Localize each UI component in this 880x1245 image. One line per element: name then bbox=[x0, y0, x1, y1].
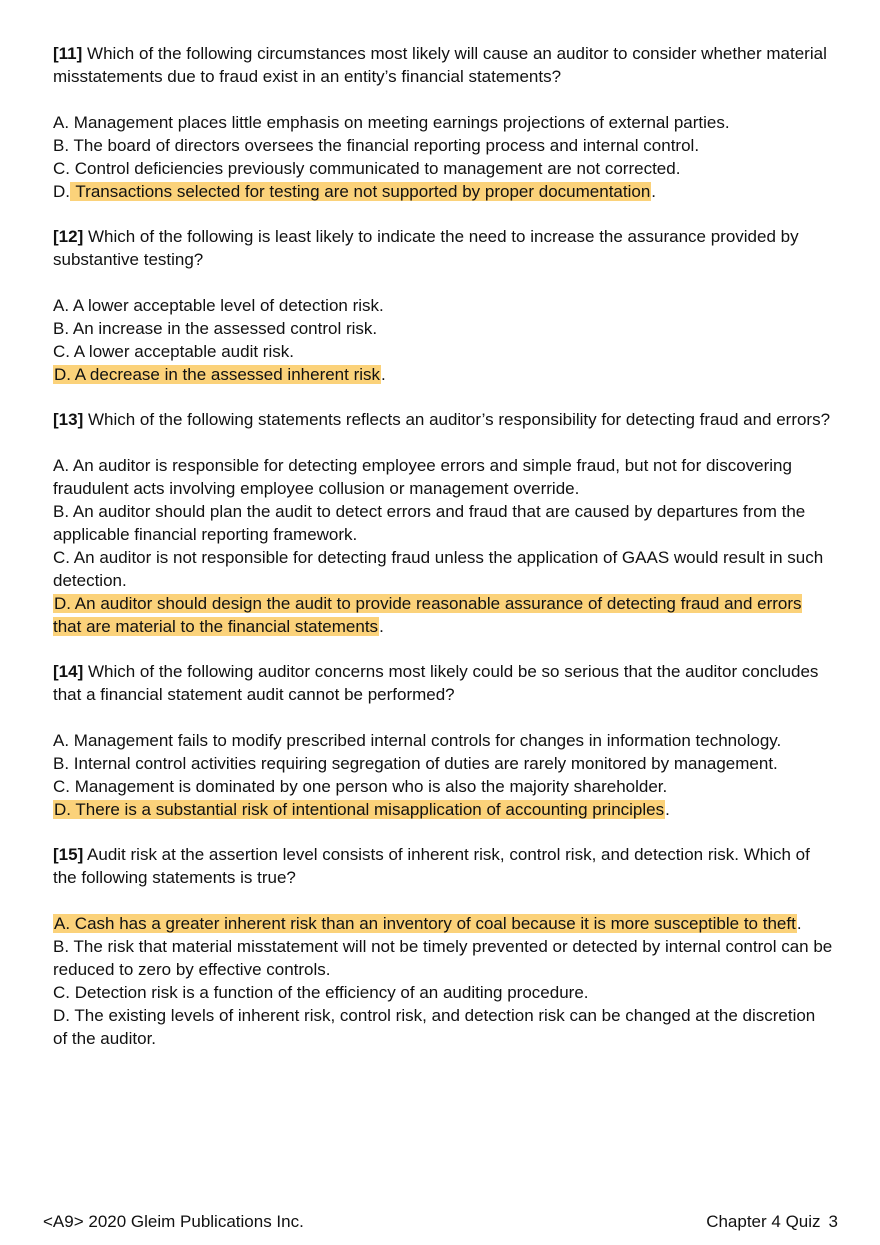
option-letter: C. bbox=[53, 777, 70, 796]
page-number: 3 bbox=[828, 1212, 838, 1231]
option-letter: B. bbox=[53, 319, 70, 338]
question-14 bbox=[53, 660, 833, 821]
option-text: Cash has a greater inherent risk than an inventory of coal because it is more susceptible to theft bbox=[74, 914, 796, 933]
option-a bbox=[53, 294, 833, 317]
question-text: Which of the following is least likely to indicate the need to increase the assurance provided by substantive testing? bbox=[53, 227, 799, 269]
question-stem bbox=[53, 660, 833, 706]
option-a bbox=[53, 111, 833, 134]
option-text: Management is dominated by one person who is also the majority shareholder. bbox=[74, 777, 668, 796]
question-text: Which of the following circumstances most likely will cause an auditor to consider whether material misstatements due to fraud exist in an entity’s financial statements? bbox=[53, 44, 827, 86]
option-letter: C. bbox=[53, 159, 70, 178]
option-text: A lower acceptable level of detection risk. bbox=[72, 296, 384, 315]
question-number: [13] bbox=[53, 410, 84, 429]
answer-highlight bbox=[53, 800, 665, 819]
option-letter: B. bbox=[53, 937, 70, 956]
question-number: [12] bbox=[53, 227, 84, 246]
option-d-answer: D. An auditor should design the audit to provide reasonable assurance of detecting fraud and errors that are material to the financial statements. bbox=[53, 594, 802, 636]
option-text: The existing levels of inherent risk, control risk, and detection risk can be changed at the discretion of the auditor. bbox=[53, 1006, 816, 1048]
question-11 bbox=[53, 42, 833, 203]
option-letter: A. bbox=[53, 296, 70, 315]
option-text: There is a substantial risk of intentional misapplication of accounting principles bbox=[75, 800, 665, 819]
option-letter: B. bbox=[53, 136, 70, 155]
question-number: [15] bbox=[53, 845, 84, 864]
option-letter: D. bbox=[54, 365, 71, 384]
option-text: A decrease in the assessed inherent risk bbox=[74, 365, 381, 384]
option-a bbox=[53, 454, 833, 500]
option-d bbox=[53, 1004, 833, 1050]
option-letter: D. bbox=[54, 800, 71, 819]
question-text: Which of the following statements reflects an auditor’s responsibility for detecting fraud and errors? bbox=[87, 410, 831, 429]
option-letter: C. bbox=[53, 983, 70, 1002]
option-b bbox=[53, 317, 833, 340]
option-letter: D. bbox=[53, 182, 70, 201]
question-12 bbox=[53, 225, 833, 386]
option-text: Management places little emphasis on meeting earnings projections of external parties. bbox=[73, 113, 730, 132]
question-stem bbox=[53, 843, 833, 889]
option-letter: A. bbox=[53, 456, 70, 475]
question-stem bbox=[53, 225, 833, 271]
question-15 bbox=[53, 843, 833, 1050]
question-text: Which of the following auditor concerns most likely could be so serious that the auditor concludes that a financial statement audit cannot be performed? bbox=[53, 662, 819, 704]
document-body bbox=[53, 42, 833, 1072]
page-footer bbox=[43, 1211, 838, 1233]
option-b bbox=[53, 500, 833, 546]
footer-right bbox=[698, 1211, 838, 1233]
option-c bbox=[53, 775, 833, 798]
option-a bbox=[53, 729, 833, 752]
option-text: Control deficiencies previously communicated to management are not corrected. bbox=[74, 159, 681, 178]
option-b bbox=[53, 752, 833, 775]
option-c bbox=[53, 981, 833, 1004]
option-letter: A. bbox=[53, 731, 70, 750]
option-letter: A. bbox=[54, 914, 71, 933]
question-text: Audit risk at the assertion level consists of inherent risk, control risk, and detection risk. Which of the following statements is true? bbox=[53, 845, 810, 887]
option-c bbox=[53, 546, 833, 592]
option-text: The board of directors oversees the financial reporting process and internal control. bbox=[73, 136, 700, 155]
option-d-answer: D. Transactions selected for testing are not supported by proper documentation. bbox=[53, 182, 657, 201]
option-letter: D. bbox=[54, 594, 71, 613]
option-d-answer: D. A decrease in the assessed inherent risk. bbox=[54, 365, 386, 384]
option-text: An increase in the assessed control risk. bbox=[72, 319, 378, 338]
option-a-answer: A. Cash has a greater inherent risk than an inventory of coal because it is more susceptible to theft. bbox=[54, 914, 802, 933]
footer-copyright: <A9> 2020 Gleim Publications Inc. bbox=[43, 1212, 304, 1231]
option-b bbox=[53, 935, 833, 981]
question-number: [11] bbox=[53, 44, 83, 63]
question-13 bbox=[53, 408, 833, 638]
footer-chapter: Chapter 4 Quiz bbox=[706, 1212, 821, 1231]
option-b bbox=[53, 134, 833, 157]
option-letter: D. bbox=[53, 1006, 70, 1025]
option-text: An auditor is not responsible for detecting fraud unless the application of GAAS would result in such detection. bbox=[53, 548, 824, 590]
option-text: Management fails to modify prescribed internal controls for changes in information technology. bbox=[73, 731, 782, 750]
option-letter: A. bbox=[53, 113, 70, 132]
option-text: Detection risk is a function of the efficiency of an auditing procedure. bbox=[74, 983, 589, 1002]
answer-highlight bbox=[53, 365, 381, 384]
option-letter: B. bbox=[53, 754, 70, 773]
option-text: Transactions selected for testing are not supported by proper documentation bbox=[75, 182, 651, 201]
option-text: An auditor should design the audit to provide reasonable assurance of detecting fraud and errors that are material to the financial statements bbox=[53, 594, 802, 636]
question-stem bbox=[53, 42, 833, 88]
option-letter: B. bbox=[53, 502, 70, 521]
option-text: An auditor should plan the audit to detect errors and fraud that are caused by departures from the applicable financial reporting framework. bbox=[53, 502, 806, 544]
option-c bbox=[53, 157, 833, 180]
answer-highlight bbox=[53, 594, 802, 636]
option-text: Internal control activities requiring segregation of duties are rarely monitored by management. bbox=[73, 754, 778, 773]
question-number: [14] bbox=[53, 662, 84, 681]
option-text: The risk that material misstatement will not be timely prevented or detected by internal control can be reduced to zero by effective controls. bbox=[53, 937, 833, 979]
answer-highlight bbox=[53, 914, 797, 933]
option-letter: C. bbox=[53, 548, 70, 567]
option-c bbox=[53, 340, 833, 363]
answer-highlight bbox=[70, 182, 651, 201]
option-letter: C. bbox=[53, 342, 70, 361]
option-text: A lower acceptable audit risk. bbox=[73, 342, 294, 361]
option-d-answer: D. There is a substantial risk of intentional misapplication of accounting principles. bbox=[54, 800, 670, 819]
question-stem bbox=[53, 408, 833, 431]
option-text: An auditor is responsible for detecting employee errors and simple fraud, but not for discovering fraudulent acts involving employee collusion or management override. bbox=[53, 456, 792, 498]
